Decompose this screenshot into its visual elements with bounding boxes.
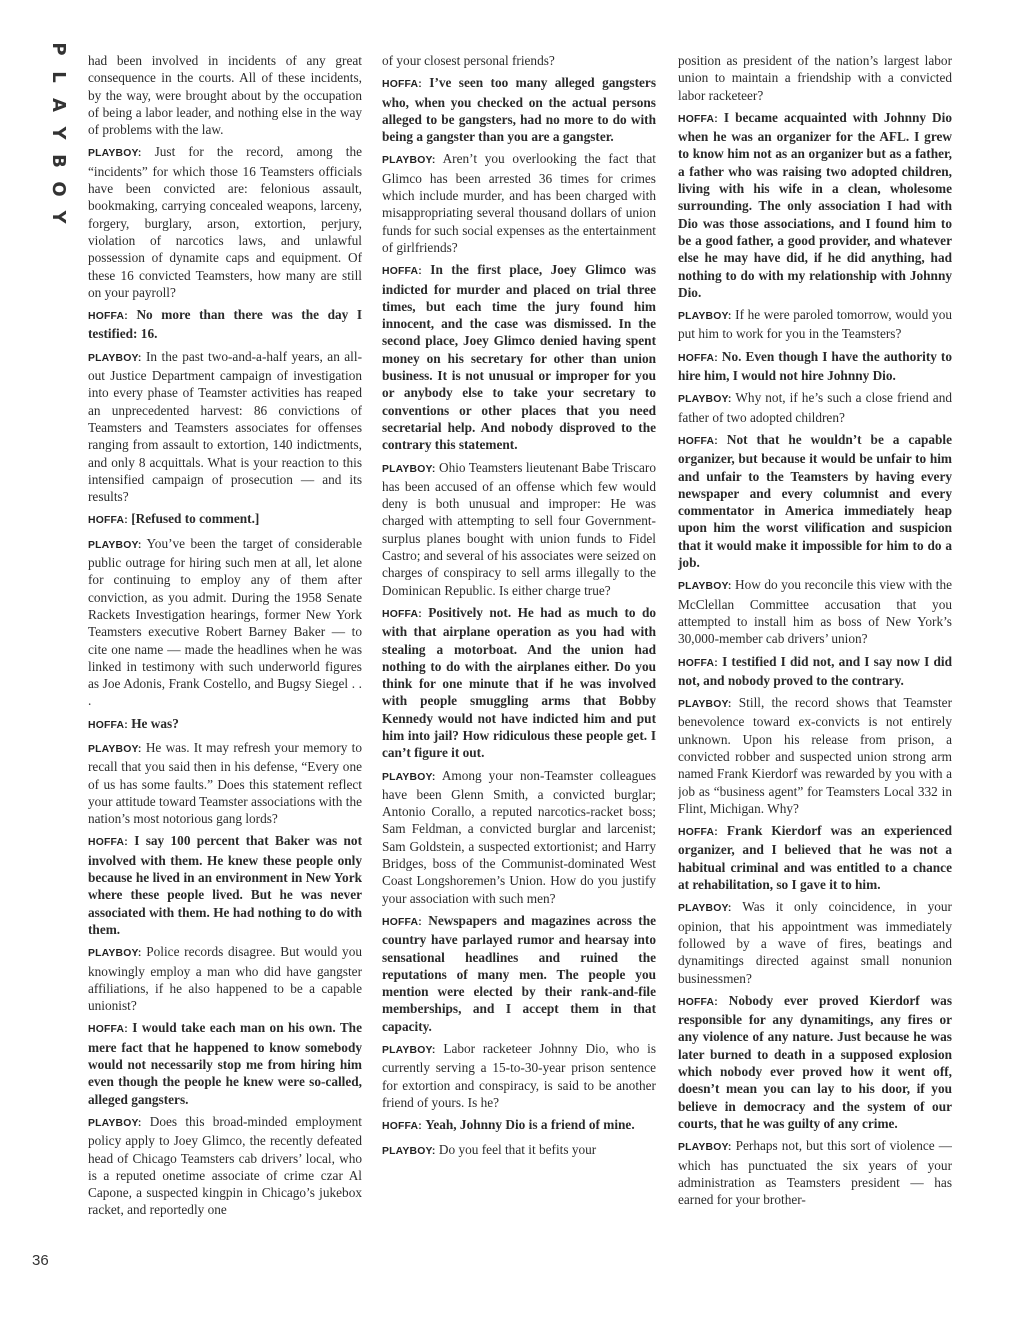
- interview-paragraph: [678, 109, 952, 301]
- interview-paragraph: [382, 261, 656, 453]
- question-text: Labor racketeer Johnny Dio, who is currently serving a 15-to-30-year prison sentence for extortion and conspiracy, is said to be another friend of yours. Is he?: [382, 1041, 656, 1110]
- side-title-letter: Y: [48, 210, 69, 224]
- page-number: 36: [32, 1252, 49, 1269]
- interview-paragraph: [88, 739, 362, 827]
- interview-paragraph: [88, 143, 362, 301]
- interview-paragraph: [678, 694, 952, 817]
- question-text: Was it only coincidence, in your opinion, that his appointment was immediately followed by a wave of fires, beatings and dynamitings directed against small nonunion businessmen?: [678, 899, 952, 986]
- interview-paragraph: [382, 1141, 656, 1160]
- answer-text: [Refused to comment.]: [131, 511, 260, 527]
- interview-paragraph: [88, 715, 362, 734]
- side-title-letter: B: [48, 154, 69, 168]
- interview-paragraph: [88, 1113, 362, 1219]
- speaker-label: PLAYBOY:: [678, 1142, 732, 1154]
- interview-paragraph: [382, 52, 656, 69]
- interview-paragraph: [678, 348, 952, 385]
- speaker-label: PLAYBOY:: [382, 155, 436, 167]
- speaker-label: HOFFA:: [88, 719, 128, 731]
- speaker-label: HOFFA:: [678, 352, 718, 364]
- answer-text: Frank Kierdorf was an experienced organizer, and I believed that he was not a habitual criminal and was entitled to a chance at rehabilitation, so I gave it to him.: [678, 823, 952, 893]
- question-text: Still, the record shows that Teamster benevolence toward ex-convicts is not entirely unknown. Upon his release from prison, a convicted robber and suspected union strong arm named Frank Kierdorf was rewarded by you with a job as “business agent” for Teamsters Local 332 in Flint, Michigan. Why?: [678, 695, 952, 816]
- answer-text: In the first place, Joey Glimco was indicted for murder and placed on trial three times, but each time the jury found him innocent, and the case was dismissed. In the second place, Joey Glimco denied having spent money on his secretary for other than union business. It is not unusual or improper for you or anybody else to take your secretary to conventions or other places that you need secretarial help. And nobody disproved to the contrary this statement.: [382, 262, 656, 453]
- speaker-label: PLAYBOY:: [382, 1045, 436, 1057]
- interview-paragraph: [678, 431, 952, 571]
- speaker-label: PLAYBOY:: [88, 148, 142, 160]
- speaker-label: HOFFA:: [678, 657, 718, 669]
- question-text: Police records disagree. But would you knowingly employ a man who did have gangster affiliations, if he also happened to be a capable unionist?: [88, 944, 362, 1014]
- answer-text: He was?: [131, 715, 179, 731]
- speaker-label: HOFFA:: [88, 1024, 128, 1036]
- answer-text: I’ve seen too many alleged gangsters who, when you checked on the actual persons alleged to be gangsters, had no more to do with being a gangster than you are a gangster.: [382, 75, 656, 145]
- interview-paragraph: [382, 74, 656, 145]
- speaker-label: HOFFA:: [678, 996, 718, 1008]
- interview-paragraph: [678, 992, 952, 1132]
- speaker-label: PLAYBOY:: [88, 743, 142, 755]
- speaker-label: HOFFA:: [678, 827, 718, 839]
- speaker-label: PLAYBOY:: [88, 352, 142, 364]
- question-text: He was. It may refresh your memory to recall that you said then in his defense, “Every one of us has some faults.” Does this statement reflect your attitude toward Teamster associations with the nation’s most notorious gang lords?: [88, 739, 362, 827]
- speaker-label: HOFFA:: [382, 266, 422, 278]
- interview-paragraph: [382, 912, 656, 1035]
- interview-paragraph: [678, 653, 952, 690]
- interview-paragraph: [382, 150, 656, 256]
- side-title-letter: O: [48, 181, 69, 197]
- interview-paragraph: [88, 535, 362, 710]
- interview-paragraph: [678, 52, 952, 104]
- interview-paragraph: [382, 459, 656, 599]
- answer-text: Not that he wouldn’t be a capable organizer, but because it would be unfair to him and unfair to the Teamsters by having every newspaper and every columnist and every commentator in America immediately heap upon him the worst vilification and suspicion that it would make it impossible for him to do a job.: [678, 431, 952, 571]
- text-column-1: [88, 52, 362, 1272]
- question-text: Does this broad-minded employment policy apply to Joey Glimco, the recently defeated head of Chicago Teamsters cab drivers’ local, who is a reputed onetime associate of crime czar Al Capone, a suspected kingpin in Chicago’s jukebox racket, and reportedly one: [88, 1113, 362, 1218]
- interview-paragraph: [382, 604, 656, 762]
- interview-paragraph: [88, 1019, 362, 1107]
- interview-paragraph: [88, 348, 362, 506]
- speaker-label: HOFFA:: [88, 515, 128, 527]
- speaker-label: PLAYBOY:: [678, 581, 732, 593]
- speaker-label: HOFFA:: [382, 608, 422, 620]
- text-column-2: [382, 52, 656, 1272]
- interview-paragraph: [88, 943, 362, 1014]
- interview-paragraph: [382, 767, 656, 907]
- side-title-letter: P: [48, 42, 69, 56]
- interview-paragraph: [88, 52, 362, 138]
- question-text: In the past two-and-a-half years, an all-out Justice Department campaign of investigation into every phase of Teamster activities has reaped an unprecedented harvest: 86 convictions of Teamsters and Teamsters associates for offenses ranging from assault to extortion, 140 indictments, and only 8 acquittals. What is your reaction to this intensified campaign of prosecution — and its results?: [88, 348, 362, 505]
- speaker-label: HOFFA:: [382, 916, 422, 928]
- interview-paragraph: [678, 389, 952, 426]
- question-text: How do you reconcile this view with the McClellan Committee accusation that you attempted to install him as boss of New York’s 30,000-member cab drivers’ union?: [678, 577, 952, 647]
- question-text: Do you feel that it befits your: [438, 1141, 597, 1157]
- question-text: Just for the record, among the “incidents” for which those 16 Teamsters officials have been convicted are: felonious assault, bookmaking, carrying concealed weapons, larceny, forgery, burglary, arson, extortion, perjury, violation of narcotics laws, and unlawful possession of dynamite caps and equipment. Of these 16 convicted Teamsters, how many are still on your payroll?: [88, 144, 362, 300]
- question-text: Why not, if he’s such a close friend and father of two adopted children?: [678, 390, 952, 425]
- answer-text: No more than there was the day I testified: 16.: [88, 307, 362, 342]
- answer-text: Positively not. He had as much to do with that airplane operation as you had with stealing a motorboat. And the union had nothing to do with the airplanes either. Do you think for one minute that if he was involved with people smuggling arms that Bobby Kennedy would not have indicted him and put him into jail? How ridiculous these people get. I can’t figure it out.: [382, 604, 656, 761]
- speaker-label: HOFFA:: [382, 1121, 422, 1133]
- question-text: If he were paroled tomorrow, would you put him to work for you in the Teamsters?: [678, 307, 952, 342]
- speaker-label: PLAYBOY:: [678, 903, 732, 915]
- answer-text: No. Even though I have the authority to hire him, I would not hire Johnny Dio.: [678, 348, 952, 384]
- question-text: position as president of the nation’s largest labor union to maintain a friendship with a convicted labor racketeer?: [678, 53, 952, 103]
- speaker-label: HOFFA:: [88, 837, 128, 849]
- answer-text: Nobody ever proved Kierdorf was responsible for any dynamitings, any fires or any violence of any nature. Just because he was later burned to death in a supposed explosion which nobody ever proved how it went off, doesn’t mean you can lay to his door, if you believe in democracy and the system of our courts, that he was guilty of any crime.: [678, 992, 952, 1131]
- speaker-label: HOFFA:: [382, 79, 422, 91]
- answer-text: Yeah, Johnny Dio is a friend of mine.: [425, 1117, 635, 1133]
- question-text: Ohio Teamsters lieutenant Babe Triscaro has been accused of an offense which few would deny is both unusual and improper: He was charged with attempting to sell four Government-surplus planes bought with union funds to Fidel Castro; and several of his associates were seized on charges of conspiracy to sell arms illegally to the Dominican Republic. Is either charge true?: [382, 459, 656, 598]
- question-text: Perhaps not, but this sort of violence — which has punctuated the six years of your administration as Teamsters president — has earned for your brother-: [678, 1138, 952, 1208]
- interview-paragraph: [88, 510, 362, 529]
- speaker-label: PLAYBOY:: [678, 311, 732, 323]
- interview-paragraph: [382, 1116, 656, 1135]
- answer-text: I became acquainted with Johnny Dio when he was an organizer for the AFL. I grew to know him not as an organizer but as a father, a father who was raising two adopted children, living with his wife in a clean, wholesome surrounding. The only association I had with Dio was those associations, and I found him to be a good father, a good provider, and whatever else he may have did, if he did anything, had nothing to do with my relationship with Johnny Dio.: [678, 109, 952, 300]
- interview-paragraph: [678, 822, 952, 893]
- side-title-letter: Y: [48, 126, 69, 140]
- answer-text: I say 100 percent that Baker was not involved with them. He knew these people only because he lived in an environment in New York where these people lived. But he was never associated with them. He had nothing to do with them.: [88, 833, 362, 937]
- speaker-label: PLAYBOY:: [678, 699, 732, 711]
- question-text: of your closest personal friends?: [382, 53, 555, 68]
- interview-paragraph: [678, 306, 952, 343]
- speaker-label: PLAYBOY:: [382, 1145, 436, 1157]
- text-column-3: [678, 52, 952, 1272]
- question-text: Among your non-Teamster colleagues have been Glenn Smith, a convicted burglar; Antonio Corallo, a reputed narcotics-racket boss; Sam Feldman, a convicted burglar and larcenist; Sam Goldstein, a suspected extortionist; and Harry Bridges, boss of the Communist-dominated West Coast Longshoremen’s Union. How do you justify your association with such men?: [382, 767, 656, 906]
- interview-paragraph: [678, 898, 952, 986]
- question-text: had been involved in incidents of any great consequence in the courts. All of these incidents, by the way, were brought about by the occupation of being a labor leader, and nothing else in the way of problems with the law.: [88, 53, 362, 138]
- interview-paragraph: [678, 1137, 952, 1208]
- speaker-label: HOFFA:: [678, 113, 718, 125]
- magazine-side-title: [44, 40, 72, 236]
- answer-text: I would take each man on his own. The mere fact that he happened to know somebody would not necessarily stop me from hiring him even though the people he knew were so-called, alleged gangsters.: [88, 1020, 362, 1107]
- answer-text: I testified I did not, and I say now I did not, and nobody proved to the contrary.: [678, 653, 952, 688]
- interview-paragraph: [382, 1040, 656, 1111]
- speaker-label: PLAYBOY:: [678, 394, 732, 406]
- speaker-label: HOFFA:: [88, 311, 128, 323]
- question-text: You’ve been the target of considerable public outrage for hiring such men at all, let alone for continuing to employ any of them after conviction, as you admit. During the 1958 Senate Rackets Investigation hearings, former New York Teamsters executive Robert Barney Baker — to cite one name — made the headlines when he was linked in testimony with such underworld figures as Joe Adonis, Frank Costello, and Bugsy Siegel . . .: [88, 535, 362, 709]
- speaker-label: PLAYBOY:: [382, 771, 436, 783]
- question-text: Aren’t you overlooking the fact that Glimco has been arrested 36 times for crimes which include murder, and has been charged with misappropriating several thousand dollars of union funds for such social expenses as the entertainment of girlfriends?: [382, 151, 656, 255]
- speaker-label: PLAYBOY:: [88, 539, 142, 551]
- side-title-letter: A: [48, 98, 69, 112]
- interview-paragraph: [88, 306, 362, 343]
- speaker-label: PLAYBOY:: [88, 948, 142, 960]
- interview-paragraph: [88, 832, 362, 938]
- speaker-label: HOFFA:: [678, 435, 718, 447]
- speaker-label: PLAYBOY:: [382, 463, 436, 475]
- answer-text: Newspapers and magazines across the country have parlayed rumor and hearsay into sensational headlines and ruined the reputations of many men. The people you mention were elected by their rank-and-file memberships, and I accept them in that capacity.: [382, 912, 656, 1034]
- speaker-label: PLAYBOY:: [88, 1117, 142, 1129]
- interview-paragraph: [678, 576, 952, 647]
- side-title-letter: L: [48, 71, 69, 83]
